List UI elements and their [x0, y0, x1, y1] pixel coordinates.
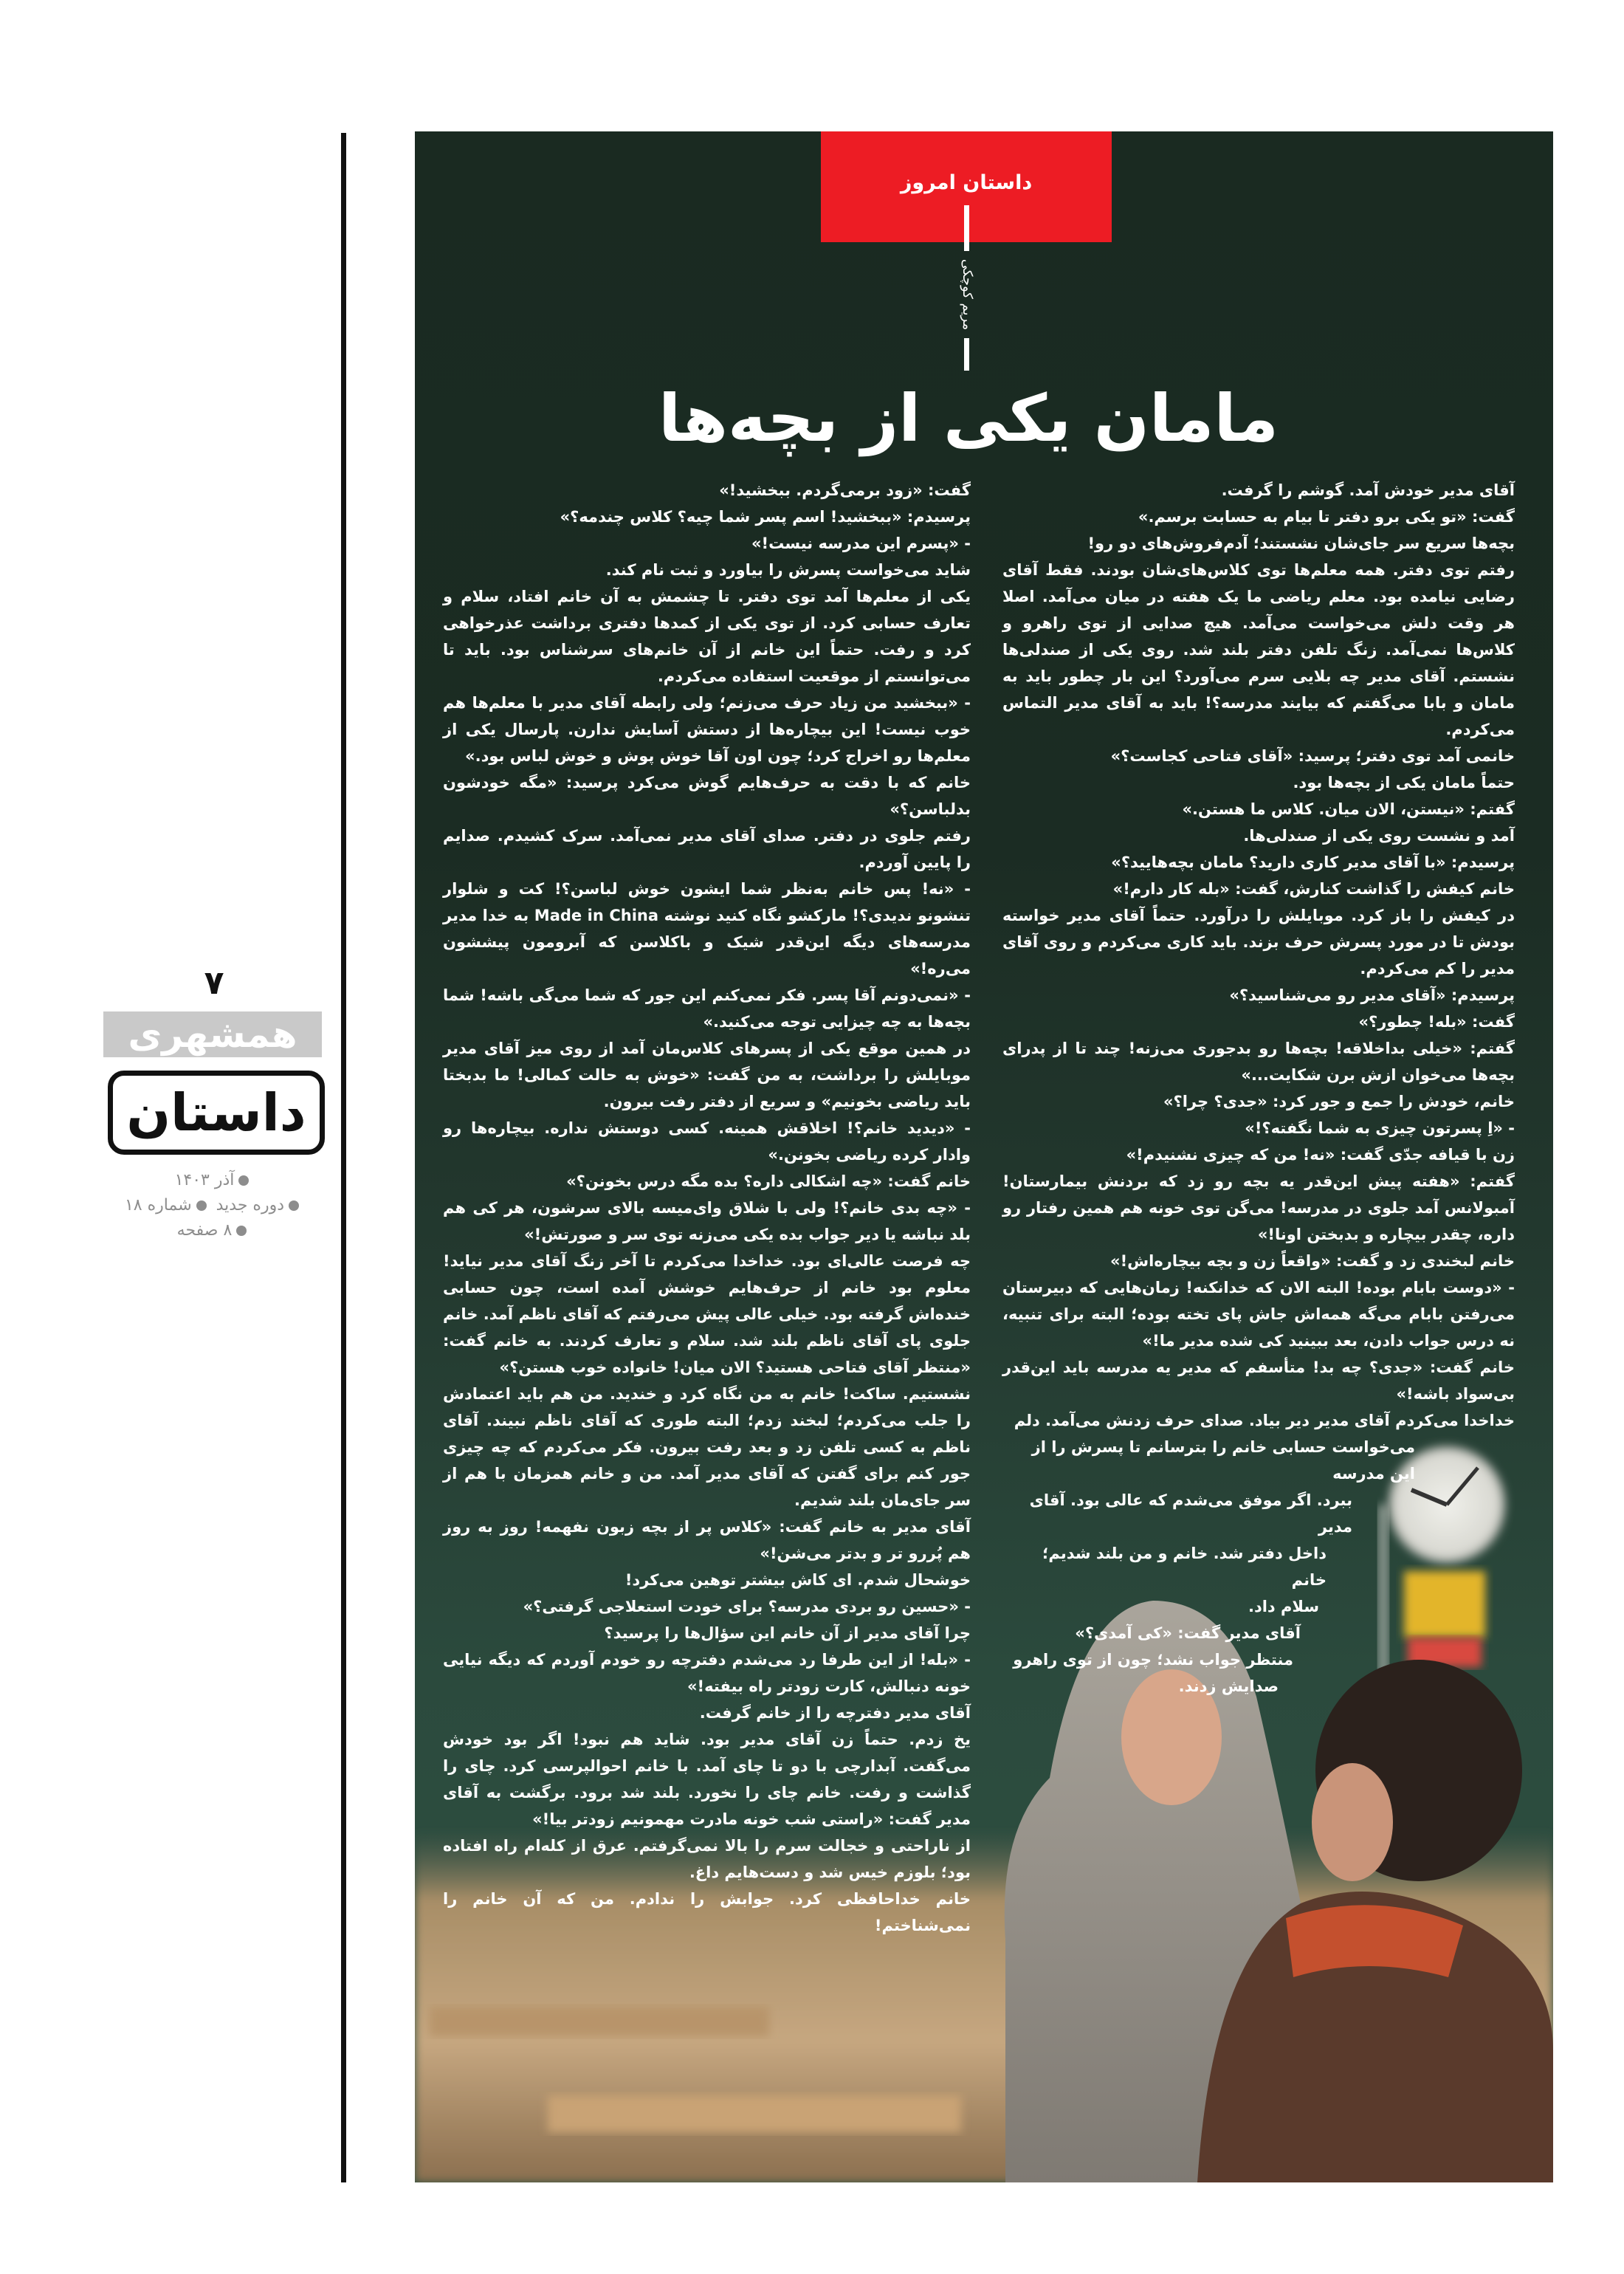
- issue-number-line: [96, 1195, 332, 1217]
- article-paragraph: آقای مدیر به خانم گفت: «کلاس پر از بچه زبون نفهمه! روز به روز هم پُررو تر و بدتر می‌شن!»: [443, 1518, 971, 1562]
- article-paragraph: خانم، خودش را جمع و جور کرد: «جدی؟ چرا؟»: [1163, 1093, 1515, 1110]
- article-paragraph: - «حسین رو بردی مدرسه؟ برای خودت استعلاجی گرفتی؟»: [523, 1598, 971, 1615]
- article-paragraph: خانم گفت: «چه اشکالی داره؟ بده مگه درس بخونن؟»: [566, 1172, 971, 1190]
- article-paragraph: آمد و نشست روی یکی از صندلی‌ها.: [1243, 827, 1515, 845]
- dastan-logo: داستان: [108, 1071, 325, 1155]
- article-column-left: [443, 477, 971, 1939]
- article-paragraph: - «دوست بابام بوده! البته الان که خدانکنه! زمان‌هایی که دبیرستان می‌رفتن بابام می‌گه همه‌اش جاش پای تخته بوده؛ البته برای تنبیه، نه درس جواب دادن، بعد ببینید کی شده مدیر ما!»: [1002, 1279, 1515, 1350]
- article-line: آقای مدیر گفت: «کی آمدی؟»: [1075, 1624, 1301, 1642]
- article-paragraph: خانم خداحافظی کرد. جوابش را ندادم. من که آن خانم را نمی‌شناختم!: [443, 1890, 971, 1934]
- article-paragraph: در همین موقع یکی از پسرهای کلاس‌مان آمد از روی میز آقای مدیر موبایلش را برداشت، به من گفت: «خوش به حالت کمالی! ما بدبختا باید ریاضی بخونیم» و سریع از دفتر رفت بیرون.: [443, 1040, 971, 1110]
- article-paragraph: خانمی آمد توی دفتر؛ پرسید: «آقای فتاحی کجاست؟»: [1110, 747, 1515, 765]
- article-line: خداخدا می‌کردم آقای مدیر دیر بیاد. صدای حرف زدنش می‌آمد. دلم: [1014, 1412, 1515, 1429]
- article-paragraph: بچه‌ها سریع سر جای‌شان نشستند؛ آدم‌فروش‌های دو رو!: [1087, 535, 1515, 552]
- article-paragraph: چه فرصت عالی‌ای بود. خداخدا می‌کردم تا آخر زنگ آقای مدیر نیاید! معلوم بود خانم از حرف‌هایم خوشش آمده است، چون حسابی خنده‌اش گرفته بود. خیلی عالی پیش می‌رفتم که آقای ناظم آمد. خانم جلوی پای آقای ناظم بلند شد. سلام و تعارف کردند. به خانم گفت: «منتظر آقای فتاحی هستید؟ الان میان! خانواده خوب هستن؟»: [443, 1252, 971, 1376]
- article-line: ببرد. اگر موفق می‌شدم که عالی بود. آقای مدیر: [1029, 1491, 1352, 1536]
- article-paragraph: حتماً مامان یکی از بچه‌ها بود.: [1293, 774, 1515, 791]
- article-panel: [415, 131, 1553, 2182]
- article-paragraph: آقای مدیر خودش آمد. گوشم را گرفت.: [1221, 481, 1515, 499]
- article-paragraph: زن با قیافه جدّی گفت: «نه! من که چیزی نشنیدم!»: [1126, 1146, 1515, 1164]
- article-paragraph: در کیفش را باز کرد. موبایلش را درآورد. حتماً آقای مدیر خواسته بودش تا در مورد پسرش حرف بزند. باید کاری می‌کردم و روی آقای مدیر را کم می‌کردم.: [1002, 907, 1515, 978]
- article-paragraph: رفتم توی دفتر. همه معلم‌ها توی کلاس‌های‌شان بودند. فقط آقای رضایی نیامده بود. معلم ریاضی ما یک هفته در میان می‌آمد. اصلا هر وقت دلش می‌خواست می‌آمد. هیچ صدایی از توی راهرو و کلاس‌ها نمی‌آمد. زنگ تلفن دفتر بلند شد. روی یکی از صندلی‌ها نشستم. آقای مدیر چه بلایی سرم می‌آورد؟ این بار چطور باید به مامان و بابا می‌گفتم که بیایند مدرسه؟! باید به آقای مدیر التماس می‌کردم.: [1002, 561, 1515, 738]
- article-paragraph: گفت: «بله! چطور؟»: [1358, 1013, 1515, 1031]
- article-paragraph: چرا آقای مدیر از آن خانم این سؤال‌ها را پرسید؟: [604, 1624, 971, 1642]
- issue-number: شماره ۱۸: [124, 1196, 192, 1215]
- article-paragraph: - «دیدید خانم؟! اخلاقش همینه. کسی دوستش نداره. بیچاره‌ها رو وادار کرده ریاضی بخونن.»: [443, 1119, 971, 1164]
- article-line: منتظر جواب نشد؛ چون از توی راهرو: [1013, 1651, 1293, 1669]
- article-paragraph: از ناراحتی و خجالت سرم را بالا نمی‌گرفتم. عرق از کله‌ام راه افتاده بود؛ بلوزم خیس شد و دست‌هایم داغ.: [443, 1837, 971, 1881]
- article-line: سلام داد.: [1248, 1598, 1319, 1615]
- article-paragraph: گفتم: «نیستن، الان میان. کلاس ما هستن.»: [1182, 800, 1515, 818]
- author-name: مریم کوچکی: [960, 258, 975, 331]
- bullet-icon: [289, 1200, 299, 1211]
- article-paragraph: گفت: «تو یکی برو دفتر تا بیام به حسابت برسم.»: [1138, 508, 1515, 526]
- article-paragraph: پرسیدم: «ببخشید! اسم پسر شما چیه؟ کلاس چندمه؟»: [560, 508, 971, 526]
- section-label: داستان امروز: [900, 171, 1033, 194]
- article-paragraph: گفتم: «هفته پیش این‌قدر یه بچه رو زد که بردنش بیمارستان! آمبولانس آمد جلوی در مدرسه! می‌گن توی خونه هم همین رفتار رو داره، چقدر بیچاره و بدبختن اونا!»: [1002, 1172, 1515, 1243]
- article-paragraph: خانم کیفش را گذاشت کنارش، گفت: «بله کار دارم!»: [1112, 880, 1515, 898]
- article-paragraph: یخ زدم. حتماً زن آقای مدیر بود. شاید هم نبود! اگر بود خودش می‌گفت. آبدارچی با دو تا چای آمد. با خانم احوالپرسی کرد. چای را گذاشت و رفت. خانم چای را نخورد. بلند شد برود. برگشت به آقای مدیر گفت: «راستی شب خونه مادرت مهمونیم زودتر بیا!»: [443, 1731, 971, 1828]
- article-paragraph: رفتم جلوی در دفتر. صدای آقای مدیر نمی‌آمد. سرک کشیدم. صدایم را پایین آوردم.: [443, 827, 971, 871]
- boy-face: [1312, 1763, 1393, 1881]
- article-paragraph: پرسیدم: «آقای مدیر رو می‌شناسید؟»: [1229, 986, 1515, 1004]
- article-paragraph: پرسیدم: «با آقای مدیر کاری دارید؟ مامان بچه‌هایید؟»: [1111, 853, 1515, 871]
- page-count-line: [96, 1220, 332, 1242]
- issue-date: آذر ۱۴۰۳: [174, 1171, 235, 1189]
- article-line: می‌خواست حسابی خانم را بترسانم تا پسرش را از این مدرسه: [1031, 1438, 1415, 1483]
- article-paragraph: خانم لبخندی زد و گفت: «واقعاً زن و بچه بیچاره‌اش!»: [1110, 1252, 1515, 1270]
- article-paragraph: - «نمی‌دونم آقا پسر. فکر نمی‌کنم این جور که شما می‌گی باشه! شما بچه‌ها به چه چیزایی توجه می‌کنید.»: [443, 986, 971, 1031]
- article-paragraph: گفتم: «خیلی بداخلاقه! بچه‌ها رو بدجوری می‌زنه! چند تا از پدرای بچه‌ها می‌خوان ازش برن شکایت...»: [1002, 1040, 1515, 1084]
- article-paragraph: - «بله! از این طرفا رد می‌شدم دفترچه رو خودم آوردم که دیگه نیایی خونه دنبالش، کارت زودتر راه بیفته!»: [443, 1651, 971, 1695]
- bullet-icon: [236, 1226, 247, 1236]
- issue-date-line: [96, 1169, 332, 1192]
- article-paragraph: - «ببخشید من زیاد حرف می‌زنم؛ ولی رابطه آقای مدیر با معلم‌ها هم خوب نیست! این بیچاره‌ها از دستش آسایش ندارن. پارسال یکی از معلم‌ها رو اخراج کرد؛ چون اون آقا خوش پوش و خوش لباس بود.»: [443, 694, 971, 765]
- article-paragraph: - «نه! پس خانم به‌نظر شما ایشون خوش لباسن؟! کت و شلوار تنشونو ندیدی؟! مارکشو نگاه کنید نوشته Made in China به خدا مدیر مدرسه‌های دیگه این‌قدر شیک و باکلاسن که آبرومون پیششون می‌ره!»: [443, 880, 971, 978]
- article-paragraph: - «چه بدی خانم؟! ولی با شلاق وای‌میسه بالای سرشون، هر کی هم بلد نباشه یا دیر جواب بده یکی می‌زنه توی سر و صورتش!»: [443, 1199, 971, 1243]
- article-paragraph: - «پسرم این مدرسه نیست!»: [751, 535, 971, 552]
- bullet-icon: [238, 1175, 249, 1186]
- article-paragraph: نشستیم. ساکت! خانم به من نگاه کرد و خندید. من هم باید اعتمادش را جلب می‌کردم؛ لبخند زدم؛ البته طوری که آقای ناظم نبیند. آقای ناظم به کسی تلفن زد و بعد رفت بیرون. فکر می‌کردم که چه چیزی جور کنم برای گفتن که آقای مدیر آمد. من و خانم همزمان با هم از سر جای‌مان بلند شدیم.: [443, 1385, 971, 1509]
- article-paragraph: یکی از معلم‌ها آمد توی دفتر. تا چشمش به آن خانم افتاد، سلام و تعارف حسابی کرد. از توی یکی از کمدها دفتری برداشت عذرخواهی کرد و رفت. حتماً این خانم از آن خانم‌های سرشناس بود. باید تا می‌توانستم از موقعیت استفاده می‌کردم.: [443, 588, 971, 685]
- page-count: ۸ صفحه: [176, 1221, 233, 1240]
- article-paragraph: خانم گفت: «جدی؟ چه بد! متأسفم که مدیر یه مدرسه باید این‌قدر بی‌سواد باشه!»: [1002, 1358, 1515, 1403]
- page-number: ۷: [204, 964, 224, 1002]
- article-column-right: [1002, 477, 1515, 1700]
- article-paragraph: آقای مدیر دفترچه را از خانم گرفت.: [699, 1704, 971, 1722]
- article-title: مامان یکی از بچه‌ها: [658, 380, 1279, 456]
- article-line: صدایش زدند.: [1178, 1677, 1279, 1695]
- hamshahri-logo: همشهری: [103, 1011, 322, 1057]
- issue-series: دوره جدید: [216, 1196, 285, 1215]
- article-paragraph: گفت: «زود برمی‌گردم. ببخشید!»: [719, 481, 971, 499]
- article-paragraph: - «اِ پسرتون چیزی به شما نگفته؟!»: [1245, 1119, 1515, 1137]
- desk-1: [430, 2007, 769, 2036]
- bullet-icon: [196, 1200, 207, 1211]
- article-line: داخل دفتر شد. خانم و من بلند شدیم؛ خانم: [1042, 1545, 1327, 1589]
- desk-2: [548, 2095, 961, 2132]
- article-paragraph: شاید می‌خواست پسرش را بیاورد و ثبت نام کند.: [605, 561, 971, 579]
- article-paragraph: خوشحال شدم. ای کاش بیشتر توهین می‌کرد!: [625, 1571, 971, 1589]
- article-paragraph: خانم که با دقت به حرف‌هایم گوش می‌کرد پرسید: «مگه خودشون بدلباسن؟»: [443, 774, 971, 818]
- page-divider-line: [341, 133, 346, 2182]
